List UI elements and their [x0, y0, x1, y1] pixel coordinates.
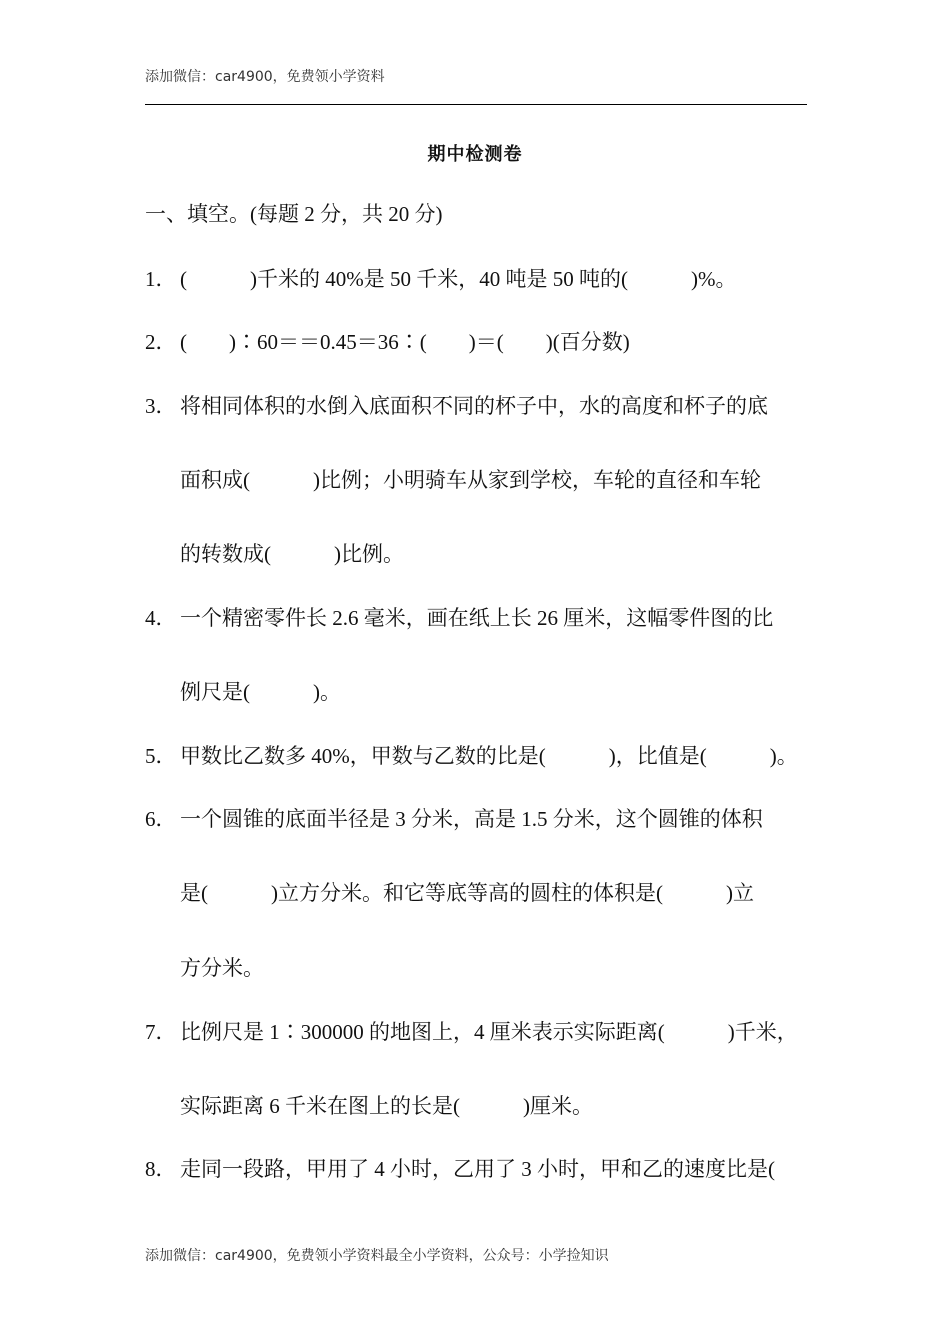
question-text: 一个圆锥的底面半径是 3 分米，高是 1.5 分米，这个圆锥的体积: [180, 807, 763, 831]
question-number: 8．: [145, 1157, 177, 1181]
question-6: [145, 805, 763, 833]
header-note: 添加微信：car4900，免费领小学资料: [145, 69, 385, 85]
question-number: 1．: [145, 267, 177, 291]
section-heading: 一、填空。(每题 2 分，共 20 分): [145, 202, 443, 226]
question-text: 甲数比乙数多 40%，甲数与乙数的比是( )，比值是( )。: [180, 744, 798, 768]
question-4: [145, 604, 773, 632]
question-3-line-2: 面积成( )比例；小明骑车从家到学校，车轮的直径和车轮: [180, 468, 761, 492]
question-text: 一个精密零件长 2.6 毫米，画在纸上长 26 厘米，这幅零件图的比: [180, 606, 774, 630]
question-5: [145, 742, 798, 770]
header-divider: [145, 104, 807, 105]
footer-note: 添加微信：car4900，免费领小学资料最全小学资料，公众号：小学捡知识: [145, 1248, 609, 1264]
question-3: [145, 392, 768, 420]
question-8: [145, 1155, 775, 1183]
question-7: [145, 1018, 798, 1046]
question-text: 比例尺是 1∶300000 的地图上，4 厘米表示实际距离( )千米，: [180, 1020, 798, 1044]
question-4-line-2: 例尺是( )。: [180, 680, 341, 704]
question-7-line-2: 实际距离 6 千米在图上的长是( )厘米。: [180, 1094, 593, 1118]
question-number: 3．: [145, 394, 177, 418]
question-text: ( )千米的 40%是 50 千米，40 吨是 50 吨的( )%。: [180, 267, 737, 291]
question-3-line-3: 的转数成( )比例。: [180, 542, 404, 566]
question-2: [145, 328, 630, 356]
page-title: 期中检测卷: [427, 144, 523, 165]
question-1: [145, 265, 736, 293]
question-text: 将相同体积的水倒入底面积不同的杯子中，水的高度和杯子的底: [180, 394, 768, 418]
question-number: 2．: [145, 330, 177, 354]
question-6-line-2: 是( )立方分米。和它等底等高的圆柱的体积是( )立: [180, 881, 754, 905]
question-text: ( )∶60＝＝0.45＝36∶( )＝( )(百分数): [180, 330, 630, 354]
question-number: 4．: [145, 606, 177, 630]
question-text: 走同一段路，甲用了 4 小时，乙用了 3 小时，甲和乙的速度比是(: [180, 1157, 775, 1181]
question-number: 6．: [145, 807, 177, 831]
question-number: 5．: [145, 744, 177, 768]
question-6-line-3: 方分米。: [180, 956, 264, 980]
question-number: 7．: [145, 1020, 177, 1044]
